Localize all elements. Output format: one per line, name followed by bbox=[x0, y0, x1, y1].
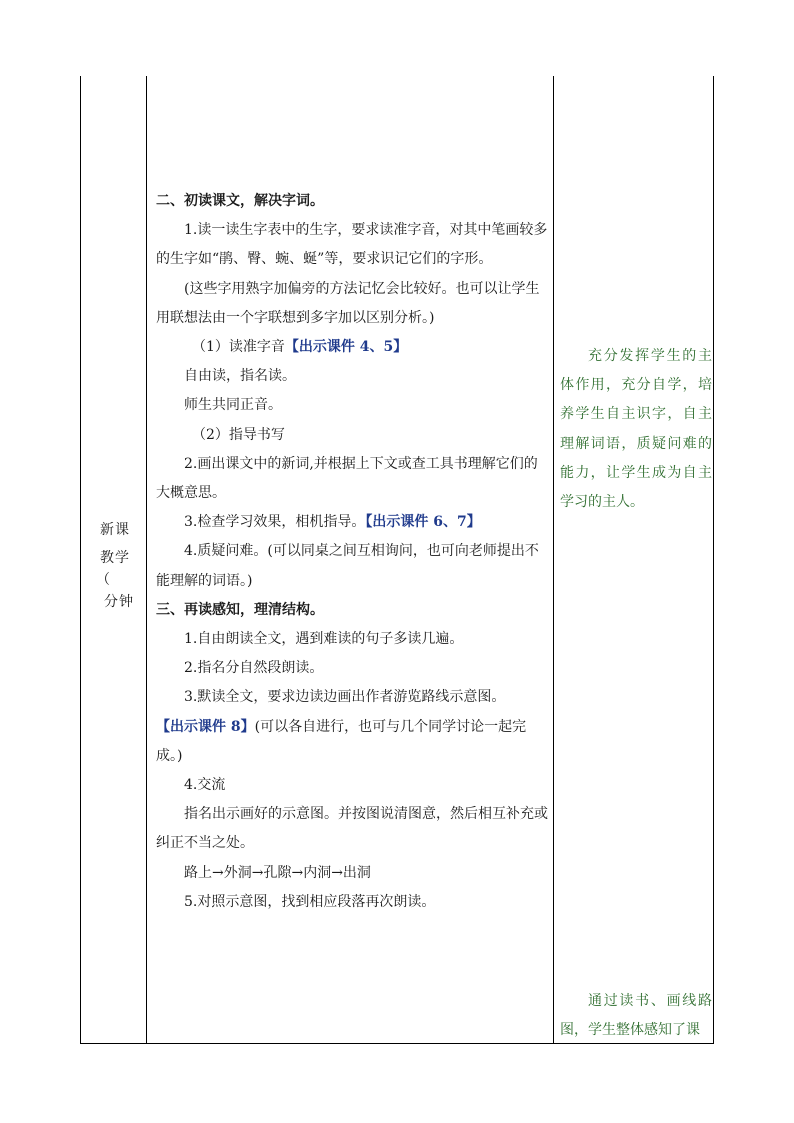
paragraph-7: 2.画出课文中的新词,并根据上下文或查工具书理解它们的大概意思。 bbox=[156, 455, 538, 502]
route-sequence: 路上→外洞→孔隙→内洞→出洞 bbox=[184, 864, 371, 881]
courseware-link-6-7[interactable]: 【出示课件 6、7】 bbox=[365, 514, 481, 531]
table-border-left bbox=[80, 76, 81, 1043]
step-3-note-text: (可以各自进行，也可与几个同学讨论一起完成。) bbox=[156, 718, 527, 764]
paragraph-5: 师生共同正音。 bbox=[184, 397, 282, 414]
paragraph-4: 自由读，指名读。 bbox=[184, 368, 296, 385]
stage-label-line3: （ bbox=[96, 572, 111, 588]
step-5: 5.对照示意图，找到相应段落再次朗读。 bbox=[184, 893, 436, 910]
paragraph-6: （2）指导书写 bbox=[192, 426, 285, 443]
paragraph-2: (这些字用熟字加偏旁的方法记忆会比较好。也可以让学生用联想法由一个字联想到多字加以区别分析。) bbox=[156, 280, 540, 326]
paragraph-8-text: 3.检查学习效果，相机指导。 bbox=[184, 514, 366, 531]
paragraph-3 bbox=[156, 333, 550, 362]
step-4: 4.交流 bbox=[184, 777, 226, 794]
step-3-note bbox=[156, 713, 550, 771]
step-3: 3.默读全文，要求边读边画出作者游览路线示意图。 bbox=[184, 689, 506, 706]
table-divider-2 bbox=[553, 76, 554, 1043]
paragraph-1: 1.读一读生字表中的生字，要求读准字音，对其中笔画较多的生字如“鹃、臀、蜿、蜒”等，要求识记它们的字形。 bbox=[156, 222, 548, 268]
step-1: 1.自由朗读全文，遇到难读的句子多读几遍。 bbox=[184, 631, 464, 648]
paragraph-8 bbox=[156, 508, 550, 537]
stage-label-line4: 分钟 bbox=[104, 594, 134, 610]
stage-label-line1: 新课 bbox=[100, 522, 130, 538]
stage-label-cell bbox=[86, 520, 144, 612]
courseware-link-4-5[interactable]: 【出示课件 4、5】 bbox=[284, 339, 408, 356]
design-note-2 bbox=[560, 987, 712, 1045]
section3-title: 三、再读感知，理清结构。 bbox=[156, 601, 324, 618]
step-2: 2.指名分自然段朗读。 bbox=[184, 660, 324, 677]
table-divider-1 bbox=[146, 76, 147, 1043]
stage-label-line2: 教学 bbox=[100, 550, 130, 566]
paragraph-9: 4.质疑问难。(可以同桌之间互相询问，也可向老师提出不能理解的词语。) bbox=[156, 543, 539, 589]
courseware-link-8[interactable]: 【出示课件 8】 bbox=[156, 718, 255, 735]
design-note-1 bbox=[560, 342, 712, 517]
table-border-right bbox=[713, 76, 714, 1043]
section2-title: 二、初读课文，解决字词。 bbox=[156, 193, 324, 209]
step-4-detail: 指名出示画好的示意图。并按图说清图意，然后相互补充或纠正不当之处。 bbox=[156, 806, 548, 852]
paragraph-3-text: （1）读准字音 bbox=[192, 339, 285, 356]
design-note-2-text: 通过读书、画线路图，学生整体感知了课 bbox=[560, 993, 712, 1039]
design-note-1-text: 充分发挥学生的主体作用，充分自学，培养学生自主识字，自主理解词语，质疑问难的能力，让学生成为自主学习的主人。 bbox=[560, 348, 712, 511]
teaching-content-cell bbox=[156, 187, 550, 917]
